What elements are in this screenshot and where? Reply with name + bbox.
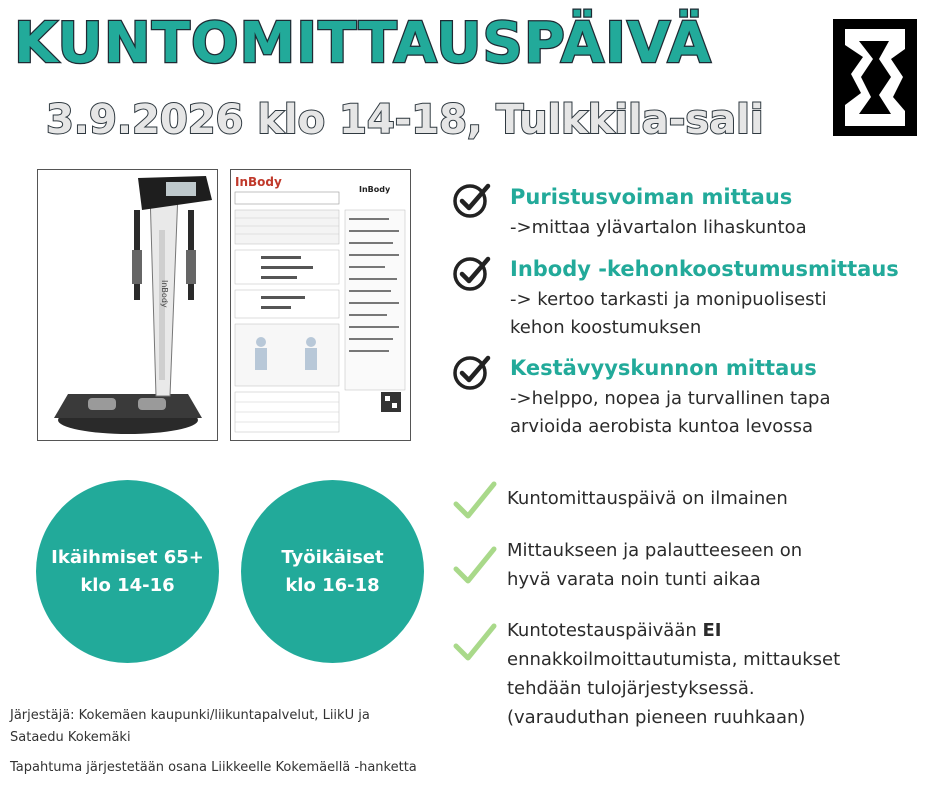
measurement-desc-inbody-line1: -> kertoo tarkasti ja monipuolisesti: [510, 289, 827, 310]
group-circle-seniors: [36, 480, 219, 663]
info-no-registration-bold: EI: [702, 620, 722, 641]
project-note: Tapahtuma järjestetään osana Liikkeelle Kokemäellä -hanketta: [10, 760, 417, 775]
info-no-registration-line1: [507, 616, 721, 645]
group-circle-working-age: [241, 480, 424, 663]
info-duration-line1: Mittaukseen ja palautteeseen on: [507, 540, 803, 561]
organizer-line2: Sataedu Kokemäki: [10, 730, 131, 745]
circle-check-icon: [452, 180, 492, 220]
inbody-result-sheet: [230, 169, 411, 441]
kokemaki-logo: [833, 19, 917, 136]
group-time: klo 16-18: [285, 574, 380, 596]
event-date-location: 3.9.2026 klo 14-18, Tulkkila-sali: [46, 97, 764, 143]
circle-check-icon: [452, 253, 492, 293]
info-free-of-charge: Kuntomittauspäivä on ilmainen: [507, 488, 788, 509]
measurement-title-grip-strength: Puristusvoiman mittaus: [510, 185, 793, 209]
measurement-desc-endurance-line1: ->helppo, nopea ja turvallinen tapa: [510, 388, 831, 409]
info-no-registration-line2: ennakkoilmoittautumista, mittaukset: [507, 649, 841, 670]
checkmark-icon: [452, 478, 498, 524]
measurement-title-endurance: Kestävyyskunnon mittaus: [510, 356, 817, 380]
page-title: KUNTOMITTAUSPÄIVÄ: [14, 11, 712, 76]
group-name: Työikäiset: [281, 546, 384, 568]
info-duration-line2: hyvä varata noin tunti aikaa: [507, 569, 761, 590]
checkmark-icon: [452, 620, 498, 666]
measurement-desc-grip-strength: ->mittaa ylävartalon lihaskuntoa: [510, 217, 807, 238]
organizer-line1: Järjestäjä: Kokemäen kaupunki/liikuntapalvelut, LiikU ja: [10, 708, 370, 723]
svg-text:InBody: InBody: [160, 280, 169, 308]
inbody-device-image: [37, 169, 218, 441]
measurement-desc-inbody-line2: kehon koostumuksen: [510, 317, 702, 338]
report-brand-left: InBody: [235, 175, 282, 189]
report-brand-right: InBody: [359, 185, 391, 194]
checkmark-icon: [452, 543, 498, 589]
info-no-registration-line4: (varauduthan pieneen ruuhkaan): [507, 707, 806, 728]
group-time: klo 14-16: [80, 574, 175, 596]
group-name: Ikäihmiset 65+: [51, 546, 204, 568]
info-no-registration-prefix: Kuntotestauspäivään: [507, 620, 703, 641]
measurement-title-inbody: Inbody -kehonkoostumusmittaus: [510, 257, 899, 281]
circle-check-icon: [452, 352, 492, 392]
measurement-desc-endurance-line2: arvioida aerobista kuntoa levossa: [510, 416, 814, 437]
info-no-registration-line3: tehdään tulojärjestyksessä.: [507, 678, 755, 699]
